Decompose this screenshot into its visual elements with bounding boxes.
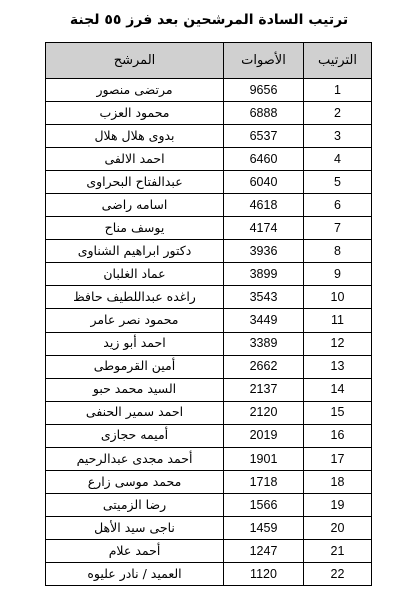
votes-cell: 4174 bbox=[224, 217, 304, 240]
votes-cell: 2019 bbox=[224, 424, 304, 447]
candidate-name-cell: يوسف مناح bbox=[46, 217, 224, 240]
candidate-name-cell: أميمه حجازى bbox=[46, 424, 224, 447]
votes-cell: 2662 bbox=[224, 355, 304, 378]
rank-cell: 19 bbox=[304, 493, 372, 516]
votes-cell: 3936 bbox=[224, 240, 304, 263]
candidate-name-cell: عبدالفتاح البحراوى bbox=[46, 171, 224, 194]
votes-cell: 1459 bbox=[224, 516, 304, 539]
table-row bbox=[46, 424, 372, 447]
votes-cell: 2137 bbox=[224, 378, 304, 401]
table-row bbox=[46, 447, 372, 470]
rank-cell: 20 bbox=[304, 516, 372, 539]
candidate-name-cell: أمين القرموطى bbox=[46, 355, 224, 378]
table-row bbox=[46, 263, 372, 286]
table-row bbox=[46, 79, 372, 102]
table-row bbox=[46, 355, 372, 378]
candidate-name-cell: عماد الغلبان bbox=[46, 263, 224, 286]
votes-cell: 6537 bbox=[224, 125, 304, 148]
page-title: ترتيب السادة المرشحين بعد فرز ٥٥ لجنة bbox=[69, 12, 349, 28]
rank-cell: 6 bbox=[304, 194, 372, 217]
rank-cell: 1 bbox=[304, 79, 372, 102]
table-row bbox=[46, 401, 372, 424]
votes-cell: 2120 bbox=[224, 401, 304, 424]
votes-cell: 1247 bbox=[224, 539, 304, 562]
votes-cell: 3449 bbox=[224, 309, 304, 332]
votes-cell: 9656 bbox=[224, 79, 304, 102]
rank-cell: 13 bbox=[304, 355, 372, 378]
rank-cell: 17 bbox=[304, 447, 372, 470]
rank-cell: 9 bbox=[304, 263, 372, 286]
votes-cell: 1566 bbox=[224, 493, 304, 516]
header-rank: الترتيب bbox=[304, 43, 372, 79]
votes-cell: 4618 bbox=[224, 194, 304, 217]
votes-cell: 6888 bbox=[224, 102, 304, 125]
table-row bbox=[46, 194, 372, 217]
table-header-row bbox=[46, 43, 372, 79]
candidate-name-cell: أحمد مجدى عبدالرحيم bbox=[46, 447, 224, 470]
votes-cell: 3543 bbox=[224, 286, 304, 309]
table-row bbox=[46, 516, 372, 539]
table-row bbox=[46, 286, 372, 309]
candidate-name-cell: احمد أبو زيد bbox=[46, 332, 224, 355]
votes-cell: 1120 bbox=[224, 562, 304, 585]
candidate-name-cell: محمد موسى زارع bbox=[46, 470, 224, 493]
header-candidate: المرشح bbox=[46, 43, 224, 79]
rank-cell: 16 bbox=[304, 424, 372, 447]
table-row bbox=[46, 171, 372, 194]
rank-cell: 15 bbox=[304, 401, 372, 424]
candidate-name-cell: أحمد علام bbox=[46, 539, 224, 562]
votes-cell: 6040 bbox=[224, 171, 304, 194]
table-row bbox=[46, 240, 372, 263]
candidate-name-cell: محمود نصر عامر bbox=[46, 309, 224, 332]
rank-cell: 21 bbox=[304, 539, 372, 562]
candidate-name-cell: بدوى هلال هلال bbox=[46, 125, 224, 148]
table-row bbox=[46, 102, 372, 125]
votes-cell: 1718 bbox=[224, 470, 304, 493]
table-row bbox=[46, 539, 372, 562]
candidate-name-cell: اسامه راضى bbox=[46, 194, 224, 217]
candidate-name-cell: دكتور ابراهيم الشناوى bbox=[46, 240, 224, 263]
table-row bbox=[46, 125, 372, 148]
table-row bbox=[46, 148, 372, 171]
table-row bbox=[46, 332, 372, 355]
rank-cell: 22 bbox=[304, 562, 372, 585]
candidate-name-cell: محمود العزب bbox=[46, 102, 224, 125]
candidate-name-cell: العميد / نادر عليوه bbox=[46, 562, 224, 585]
candidate-name-cell: مرتضى منصور bbox=[46, 79, 224, 102]
candidate-name-cell: رضا الزميتى bbox=[46, 493, 224, 516]
votes-cell: 3899 bbox=[224, 263, 304, 286]
header-votes: الأصوات bbox=[224, 43, 304, 79]
candidate-name-cell: ناجى سيد الأهل bbox=[46, 516, 224, 539]
candidate-name-cell: راغده عبداللطيف حافظ bbox=[46, 286, 224, 309]
table-row bbox=[46, 217, 372, 240]
table-row bbox=[46, 378, 372, 401]
table-row bbox=[46, 309, 372, 332]
rank-cell: 8 bbox=[304, 240, 372, 263]
votes-cell: 6460 bbox=[224, 148, 304, 171]
ranking-table bbox=[45, 42, 372, 586]
table-row bbox=[46, 493, 372, 516]
votes-cell: 3389 bbox=[224, 332, 304, 355]
table-row bbox=[46, 562, 372, 585]
rank-cell: 10 bbox=[304, 286, 372, 309]
rank-cell: 14 bbox=[304, 378, 372, 401]
table-row bbox=[46, 470, 372, 493]
rank-cell: 5 bbox=[304, 171, 372, 194]
rank-cell: 18 bbox=[304, 470, 372, 493]
rank-cell: 3 bbox=[304, 125, 372, 148]
rank-cell: 12 bbox=[304, 332, 372, 355]
rank-cell: 2 bbox=[304, 102, 372, 125]
rank-cell: 11 bbox=[304, 309, 372, 332]
rank-cell: 4 bbox=[304, 148, 372, 171]
votes-cell: 1901 bbox=[224, 447, 304, 470]
rank-cell: 7 bbox=[304, 217, 372, 240]
candidate-name-cell: احمد سمير الحنفى bbox=[46, 401, 224, 424]
candidate-name-cell: السيد محمد حبو bbox=[46, 378, 224, 401]
candidate-name-cell: احمد الالفى bbox=[46, 148, 224, 171]
